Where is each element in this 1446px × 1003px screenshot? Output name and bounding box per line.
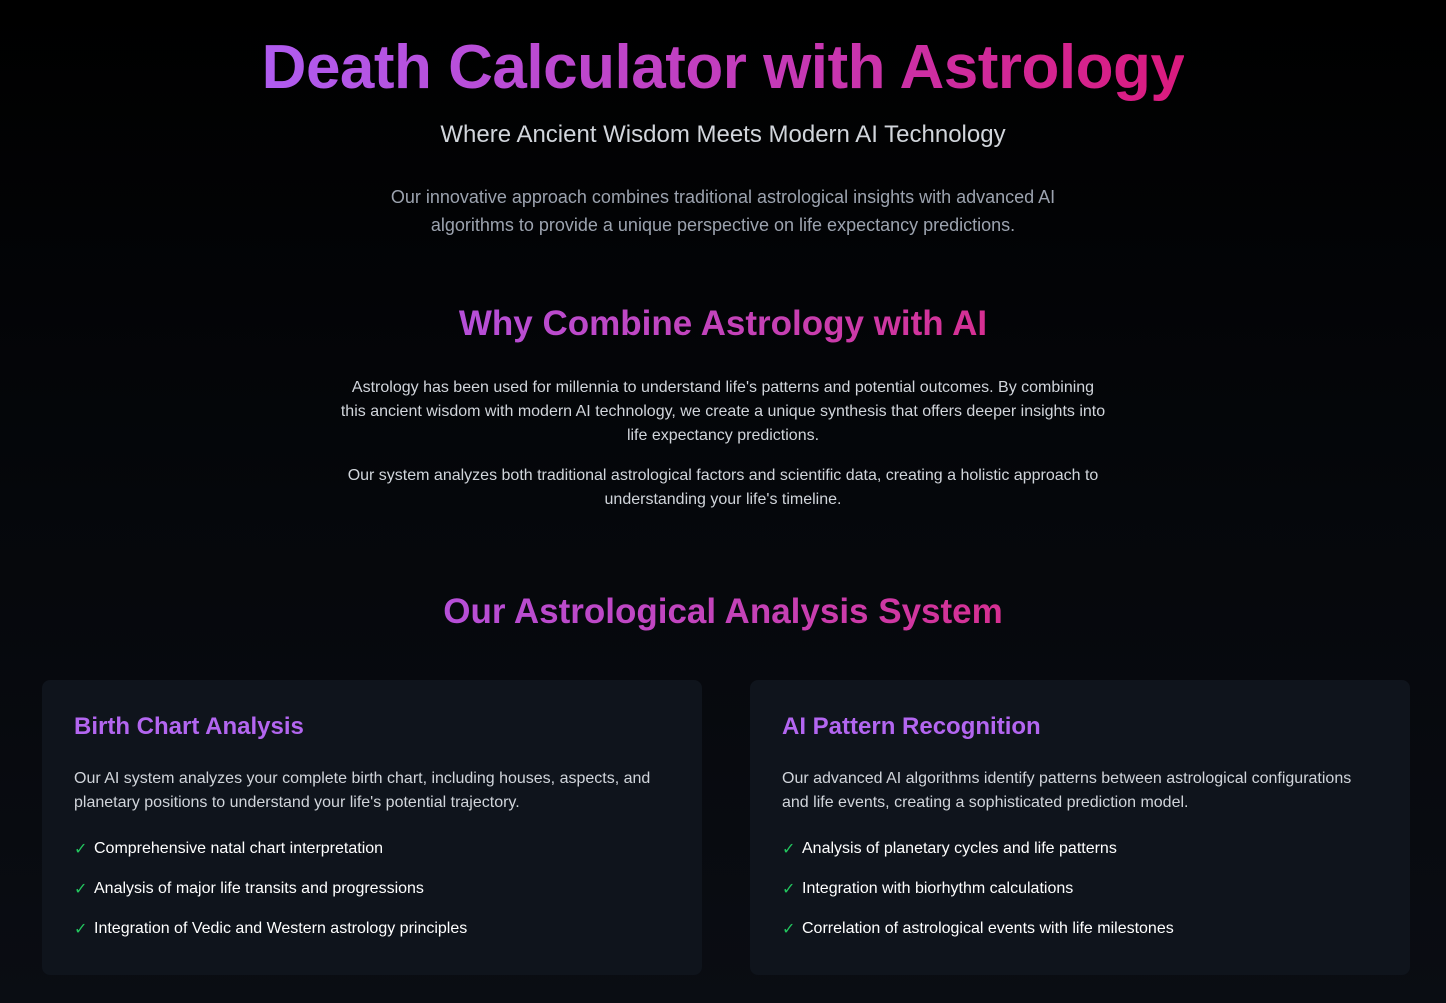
feature-label: Analysis of major life transits and progressions [94, 880, 424, 897]
page-subtitle: Where Ancient Wisdom Meets Modern AI Technology [440, 121, 1006, 148]
feature-item [782, 837, 1378, 861]
check-icon: ✓ [782, 921, 796, 938]
why-section-heading [0, 301, 1446, 347]
feature-item [74, 837, 670, 861]
feature-label: Comprehensive natal chart interpretation [94, 840, 384, 857]
feature-list [74, 837, 670, 941]
card-birth-chart-analysis [42, 680, 702, 975]
why-paragraph-1: Astrology has been used for millennia to understand life's patterns and potential outcomes. By combining this ancient wisdom with modern AI technology, we create a unique synthesis that offers deeper insights into life expectancy predictions. [340, 379, 1106, 444]
system-section-heading-text: Our Astrological Analysis System [443, 592, 1003, 631]
card-ai-pattern-recognition [750, 680, 1410, 975]
feature-label: Correlation of astrological events with life milestones [802, 920, 1174, 937]
page-title-text: Death Calculator with Astrology [261, 33, 1185, 102]
feature-item [782, 877, 1378, 901]
feature-item [74, 917, 670, 941]
check-icon: ✓ [782, 841, 796, 858]
check-icon: ✓ [74, 881, 88, 898]
feature-label: Analysis of planetary cycles and life patterns [802, 840, 1117, 857]
system-section-heading [0, 589, 1446, 635]
check-icon: ✓ [74, 841, 88, 858]
intro-paragraph: Our innovative approach combines traditional astrological insights with advanced AI algorithms to provide a unique perspective on life expectancy predictions. [390, 187, 1056, 235]
feature-label: Integration of Vedic and Western astrology principles [94, 920, 468, 937]
feature-item [74, 877, 670, 901]
feature-list [782, 837, 1378, 941]
card-description: Our advanced AI algorithms identify patterns between astrological configurations and life events, creating a sophisticated prediction model. [782, 770, 1352, 811]
card-title: AI Pattern Recognition [782, 713, 1041, 740]
card-title: Birth Chart Analysis [74, 713, 304, 740]
check-icon: ✓ [782, 881, 796, 898]
why-paragraph-2: Our system analyzes both traditional astrological factors and scientific data, creating a holistic approach to understanding your life's timeline. [347, 467, 1099, 508]
feature-item [782, 917, 1378, 941]
page-title [0, 30, 1446, 106]
check-icon: ✓ [74, 921, 88, 938]
feature-label: Integration with biorhythm calculations [802, 880, 1074, 897]
why-section-heading-text: Why Combine Astrology with AI [458, 304, 988, 343]
card-description: Our AI system analyzes your complete birth chart, including houses, aspects, and planetary positions to understand your life's potential trajectory. [74, 770, 651, 811]
